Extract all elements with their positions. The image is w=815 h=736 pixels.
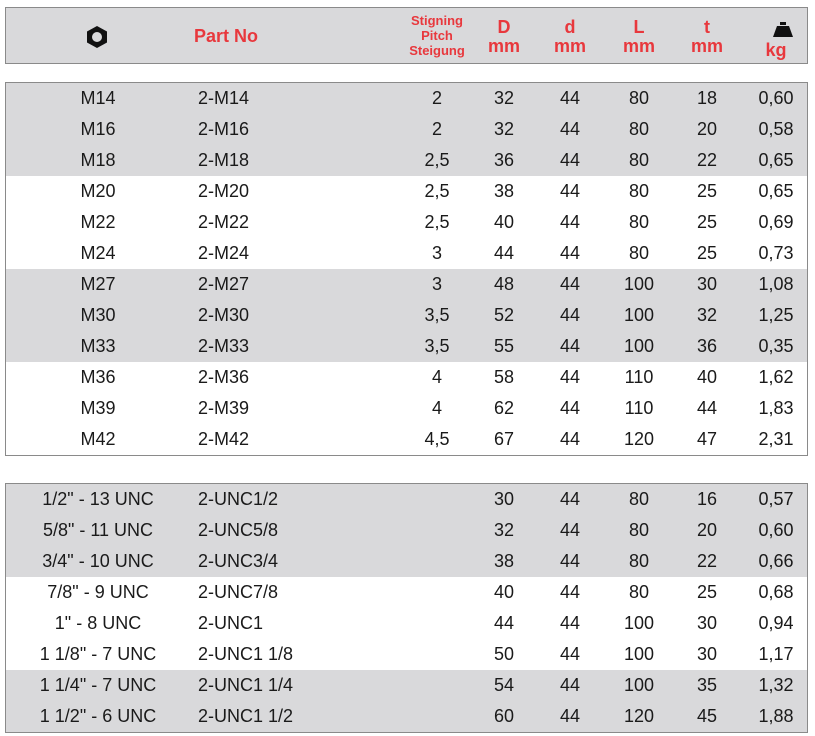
cell-d: 44 [559, 119, 581, 139]
header-D: D mm [487, 16, 520, 56]
cell-L: 110 [624, 367, 654, 387]
cell-D: 55 [493, 336, 515, 356]
header-part-no: Part No [194, 26, 259, 47]
cell-kg: 0,65 [758, 150, 794, 170]
cell-size: 5/8" - 11 UNC [42, 520, 154, 540]
cell-part: 2-UNC1 1/2 [198, 706, 294, 726]
cell-part: 2-M33 [198, 336, 250, 356]
cell-kg: 0,68 [758, 582, 794, 602]
cell-part: 2-M14 [198, 88, 250, 108]
cell-d: 44 [559, 150, 581, 170]
cell-D: 40 [493, 212, 515, 232]
cell-t: 25 [696, 212, 718, 232]
cell-L: 100 [623, 274, 655, 294]
cell-kg: 0,57 [758, 489, 794, 509]
cell-d: 44 [559, 88, 581, 108]
cell-L: 80 [628, 489, 650, 509]
cell-kg: 0,66 [758, 551, 794, 571]
cell-d: 44 [559, 367, 581, 387]
cell-kg: 1,88 [758, 706, 794, 726]
cell-D: 38 [493, 181, 515, 201]
cell-d: 44 [559, 336, 581, 356]
cell-kg: 0,69 [758, 212, 794, 232]
table-row [6, 393, 807, 424]
cell-kg: 1,25 [758, 305, 794, 325]
cell-size: M22 [80, 212, 116, 232]
cell-t: 32 [696, 305, 718, 325]
cell-size: 7/8" - 9 UNC [47, 582, 149, 602]
cell-D: 52 [493, 305, 515, 325]
cell-pitch [402, 639, 472, 670]
cell-pitch: 2,5 [424, 212, 450, 232]
cell-t: 36 [696, 336, 718, 356]
cell-size: 1 1/4" - 7 UNC [39, 675, 157, 695]
cell-kg: 0,35 [758, 336, 794, 356]
cell-t: 16 [696, 489, 718, 509]
cell-part: 2-M22 [198, 212, 250, 232]
cell-pitch: 2 [431, 119, 442, 139]
cell-d: 44 [559, 675, 581, 695]
cell-t: 18 [696, 88, 718, 108]
unc-table [5, 483, 808, 733]
cell-kg: 1,17 [758, 644, 794, 664]
cell-t: 30 [696, 274, 718, 294]
cell-L: 100 [623, 644, 655, 664]
cell-t: 20 [696, 520, 718, 540]
cell-t: 25 [696, 582, 718, 602]
cell-part: 2-M16 [198, 119, 250, 139]
cell-size: M18 [80, 150, 116, 170]
header-kg: kg [765, 40, 787, 61]
cell-size: M24 [80, 243, 116, 263]
cell-size: 1/2" - 13 UNC [42, 489, 154, 509]
cell-pitch: 4,5 [424, 429, 450, 449]
cell-pitch: 3 [431, 243, 442, 263]
header-L: L mm [622, 16, 655, 56]
cell-pitch: 3,5 [424, 336, 450, 356]
table-row [6, 238, 807, 269]
cell-d: 44 [559, 305, 581, 325]
cell-kg: 2,31 [758, 429, 794, 449]
table-row [6, 424, 807, 455]
cell-part: 2-UNC1 1/4 [198, 675, 294, 695]
cell-L: 80 [628, 582, 650, 602]
cell-D: 48 [493, 274, 515, 294]
cell-D: 54 [493, 675, 515, 695]
cell-L: 80 [628, 88, 650, 108]
cell-d: 44 [559, 582, 581, 602]
cell-D: 40 [493, 582, 515, 602]
cell-part: 2-UNC7/8 [198, 582, 279, 602]
cell-pitch [402, 608, 472, 639]
cell-size: M14 [80, 88, 116, 108]
cell-D: 44 [493, 243, 515, 263]
cell-L: 80 [628, 551, 650, 571]
cell-pitch [402, 484, 472, 515]
cell-d: 44 [559, 520, 581, 540]
cell-t: 25 [696, 181, 718, 201]
cell-part: 2-M36 [198, 367, 250, 387]
cell-size: M33 [80, 336, 116, 356]
cell-t: 30 [696, 613, 718, 633]
table-row [6, 701, 807, 732]
cell-part: 2-UNC5/8 [198, 520, 279, 540]
header-pitch: Stigning Pitch Steigung [409, 13, 465, 58]
cell-d: 44 [559, 398, 581, 418]
cell-part: 2-UNC1/2 [198, 489, 279, 509]
cell-t: 25 [696, 243, 718, 263]
cell-kg: 0,73 [758, 243, 794, 263]
table-row [6, 639, 807, 670]
cell-pitch [402, 577, 472, 608]
cell-kg: 0,65 [758, 181, 794, 201]
cell-t: 30 [696, 644, 718, 664]
cell-L: 80 [628, 119, 650, 139]
table-row [6, 269, 807, 300]
cell-kg: 1,62 [758, 367, 794, 387]
cell-D: 36 [493, 150, 515, 170]
hex-nut-icon [85, 25, 109, 49]
cell-D: 32 [493, 119, 515, 139]
cell-d: 44 [559, 706, 581, 726]
cell-size: M27 [80, 274, 116, 294]
cell-L: 120 [623, 706, 655, 726]
cell-t: 44 [696, 398, 718, 418]
cell-L: 80 [628, 150, 650, 170]
table-row [6, 515, 807, 546]
table-row [6, 83, 807, 114]
cell-D: 32 [493, 520, 515, 540]
cell-D: 32 [493, 88, 515, 108]
cell-kg: 1,83 [758, 398, 794, 418]
cell-t: 40 [696, 367, 718, 387]
cell-size: M30 [80, 305, 116, 325]
cell-L: 100 [623, 675, 655, 695]
cell-part: 2-M20 [198, 181, 250, 201]
cell-kg: 0,60 [758, 520, 794, 540]
metric-table [5, 82, 808, 456]
cell-kg: 1,08 [758, 274, 794, 294]
cell-L: 80 [628, 243, 650, 263]
cell-part: 2-M39 [198, 398, 250, 418]
header-d: d mm [553, 16, 586, 56]
cell-size: M16 [80, 119, 116, 139]
cell-size: M20 [80, 181, 116, 201]
cell-pitch: 2,5 [424, 181, 450, 201]
cell-t: 22 [696, 551, 718, 571]
cell-D: 38 [493, 551, 515, 571]
cell-D: 30 [493, 489, 515, 509]
table-row [6, 362, 807, 393]
cell-size: 1 1/8" - 7 UNC [39, 644, 157, 664]
cell-part: 2-M42 [198, 429, 250, 449]
cell-L: 100 [623, 613, 655, 633]
cell-t: 22 [696, 150, 718, 170]
cell-pitch: 4 [431, 367, 442, 387]
cell-D: 58 [493, 367, 515, 387]
table-row [6, 300, 807, 331]
cell-part: 2-M27 [198, 274, 250, 294]
cell-size: M36 [80, 367, 116, 387]
table-row [6, 207, 807, 238]
cell-d: 44 [559, 212, 581, 232]
cell-pitch [402, 701, 472, 732]
cell-t: 20 [696, 119, 718, 139]
cell-pitch: 4 [431, 398, 442, 418]
cell-part: 2-M30 [198, 305, 250, 325]
cell-kg: 0,58 [758, 119, 794, 139]
table-row [6, 577, 807, 608]
cell-pitch [402, 670, 472, 701]
cell-kg: 0,94 [758, 613, 794, 633]
table-row [6, 145, 807, 176]
table-row [6, 608, 807, 639]
cell-part: 2-UNC3/4 [198, 551, 279, 571]
cell-size: 1" - 8 UNC [54, 613, 142, 633]
cell-D: 50 [493, 644, 515, 664]
cell-size: 3/4" - 10 UNC [42, 551, 154, 571]
cell-part: 2-M24 [198, 243, 250, 263]
cell-L: 120 [623, 429, 655, 449]
cell-pitch: 3 [431, 274, 442, 294]
table-row [6, 670, 807, 701]
cell-kg: 0,60 [758, 88, 794, 108]
table-header [5, 7, 808, 64]
cell-D: 60 [493, 706, 515, 726]
cell-L: 110 [624, 398, 654, 418]
cell-L: 80 [628, 181, 650, 201]
cell-pitch: 2 [431, 88, 442, 108]
cell-d: 44 [559, 613, 581, 633]
cell-pitch [402, 546, 472, 577]
table-row [6, 546, 807, 577]
cell-pitch: 3,5 [424, 305, 450, 325]
header-t: t mm [690, 16, 723, 56]
cell-part: 2-M18 [198, 150, 250, 170]
cell-t: 35 [696, 675, 718, 695]
cell-d: 44 [559, 243, 581, 263]
cell-size: M42 [80, 429, 116, 449]
cell-D: 44 [493, 613, 515, 633]
cell-t: 47 [696, 429, 718, 449]
cell-part: 2-UNC1 1/8 [198, 644, 294, 664]
cell-d: 44 [559, 429, 581, 449]
cell-d: 44 [559, 551, 581, 571]
cell-d: 44 [559, 274, 581, 294]
cell-L: 80 [628, 520, 650, 540]
table-row [6, 331, 807, 362]
cell-t: 45 [696, 706, 718, 726]
cell-d: 44 [559, 489, 581, 509]
cell-d: 44 [559, 644, 581, 664]
table-row [6, 114, 807, 145]
cell-size: 1 1/2" - 6 UNC [39, 706, 157, 726]
cell-D: 62 [493, 398, 515, 418]
cell-L: 100 [623, 336, 655, 356]
cell-kg: 1,32 [758, 675, 794, 695]
cell-size: M39 [80, 398, 116, 418]
table-row [6, 484, 807, 515]
cell-pitch: 2,5 [424, 150, 450, 170]
cell-L: 100 [623, 305, 655, 325]
cell-L: 80 [628, 212, 650, 232]
cell-D: 67 [493, 429, 515, 449]
cell-d: 44 [559, 181, 581, 201]
cell-pitch [402, 515, 472, 546]
cell-part: 2-UNC1 [198, 613, 264, 633]
table-row [6, 176, 807, 207]
